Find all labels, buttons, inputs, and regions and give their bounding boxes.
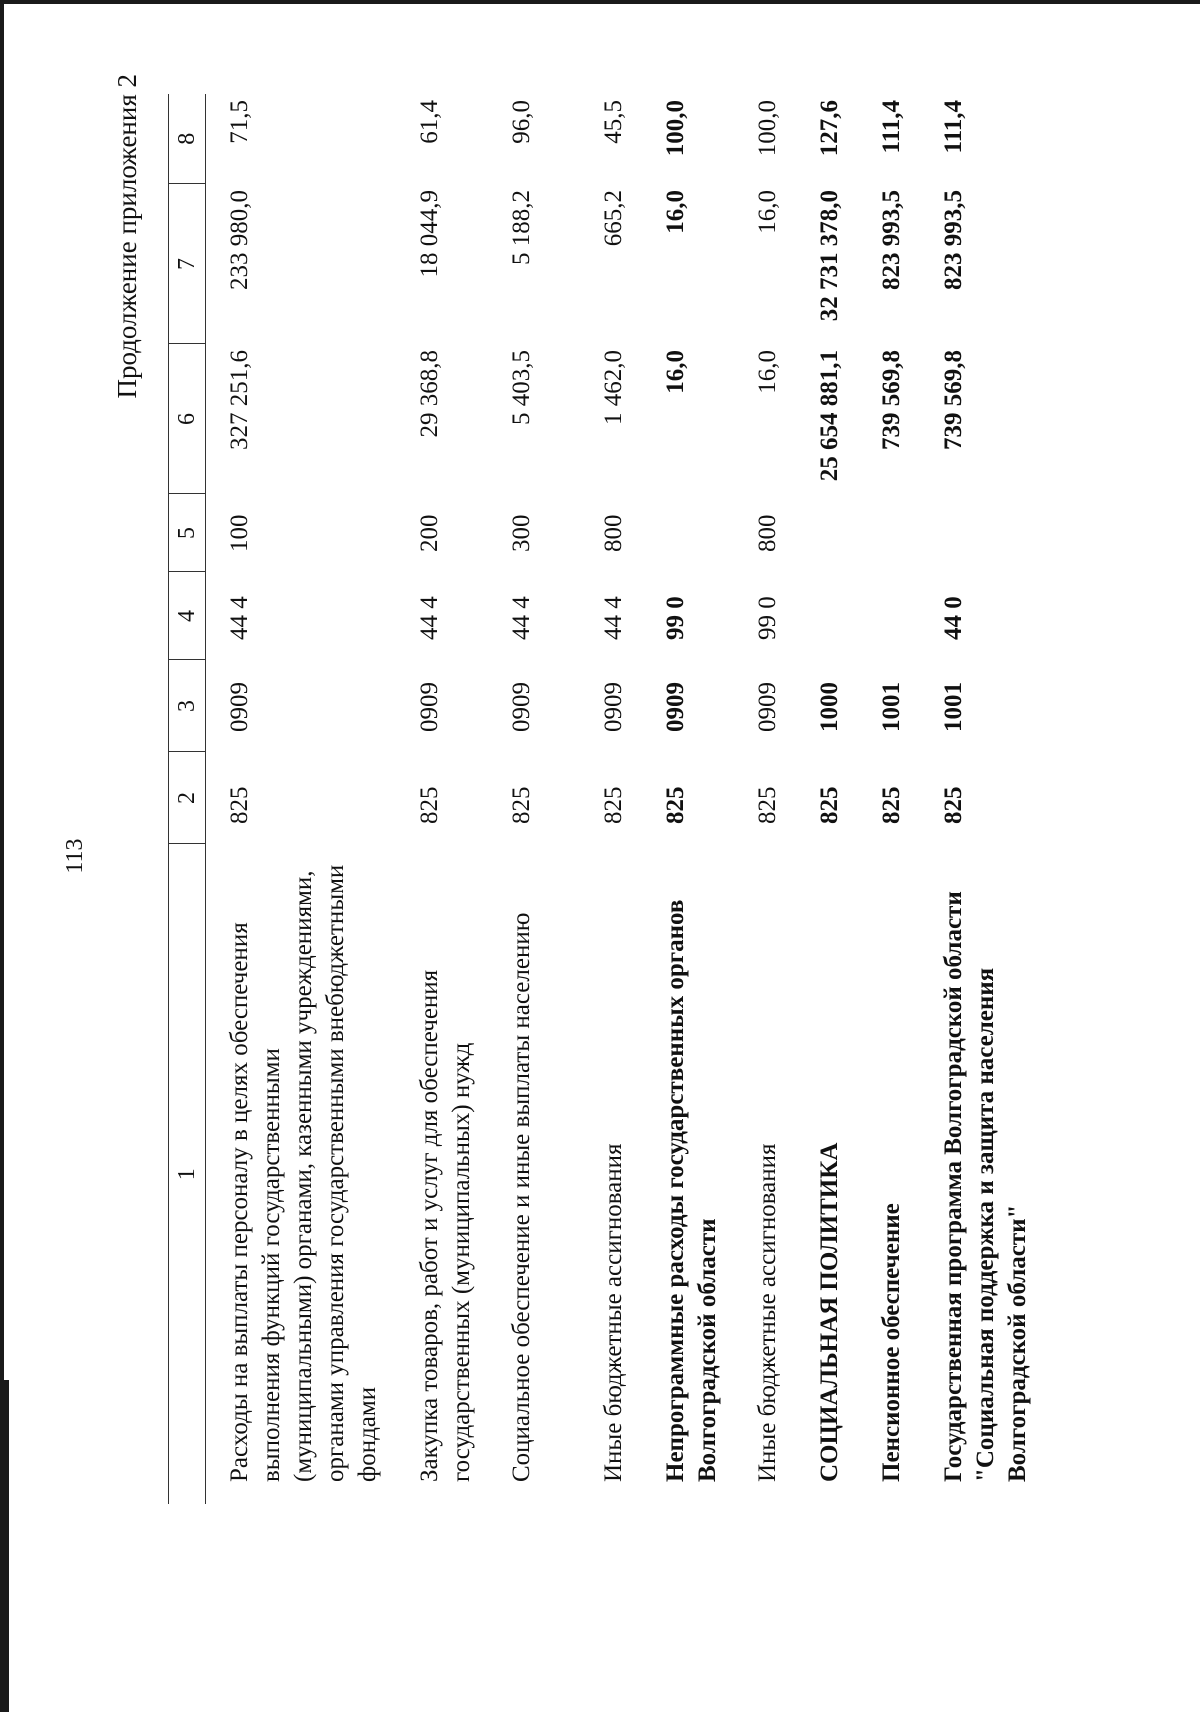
table-body [206,94,1040,1504]
row-section: 0909 [599,682,627,732]
row-expense-type: 100 [226,514,253,552]
column-header: 1 [169,844,206,1504]
row-section: 1000 [815,682,843,732]
column-header: 8 [169,94,206,184]
row-actual-amount: 16,0 [661,190,689,234]
row-chapter: 825 [415,786,443,824]
row-name: Расходы на выплаты персоналу в целях обеспечения выполнения функций государственными (муниципальными) органами, казенными учреждениями, органами управления государственными внебюджетными фондами [226,864,381,1482]
table-header-row [169,94,206,1504]
row-plan-amount: 739 569,8 [877,350,905,450]
row-name: СОЦИАЛЬНАЯ ПОЛИТИКА [815,1142,843,1482]
row-target-article: 44 0 [939,596,967,640]
table-row [488,94,580,1504]
row-actual-amount: 18 044,9 [415,190,443,278]
row-chapter: 825 [599,786,627,824]
row-expense-type: 200 [415,514,443,552]
row-plan-amount: 739 569,8 [939,350,967,450]
row-actual-amount: 5 188,2 [507,190,535,265]
row-name: Закупка товаров, работ и услуг для обеспечения государственных (муниципальных) нужд [415,969,475,1482]
row-chapter: 825 [661,786,689,824]
row-chapter: 825 [939,786,967,824]
row-percent: 100,0 [661,100,689,157]
row-percent: 127,6 [815,100,843,157]
row-section: 1001 [939,682,967,732]
row-percent: 45,5 [599,100,627,144]
table-row [734,94,796,1504]
page-number: 113 [62,838,88,874]
row-chapter: 825 [877,786,905,824]
row-target-article [796,572,858,660]
table-row [858,94,920,1504]
budget-table [168,94,1040,1504]
row-chapter: 825 [815,786,843,824]
appendix-caption: Продолжение приложения 2 [112,74,142,399]
row-plan-amount: 29 368,8 [415,350,443,438]
row-percent: 96,0 [507,100,535,144]
row-expense-type [642,494,734,572]
row-actual-amount: 823 993,5 [939,190,967,290]
row-expense-type [920,494,1040,572]
column-header: 3 [169,660,206,752]
row-target-article: 44 4 [415,596,443,640]
row-percent: 71,5 [226,100,253,144]
table-row [796,94,858,1504]
row-actual-amount: 233 980,0 [226,190,253,290]
column-header: 5 [169,494,206,572]
row-target-article: 99 0 [661,596,689,640]
row-expense-type: 800 [599,514,627,552]
row-section: 0909 [661,682,689,732]
row-name: Государственная программа Волгоградской области "Социальная поддержка и защита населения Волгоградской области" [939,891,1031,1482]
column-header: 4 [169,572,206,660]
row-chapter: 825 [226,786,253,824]
column-header: 7 [169,184,206,344]
row-percent: 111,4 [939,100,967,154]
row-expense-type: 300 [507,514,535,552]
row-actual-amount: 823 993,5 [877,190,905,290]
row-actual-amount: 16,0 [753,190,781,234]
table-row [580,94,642,1504]
row-name: Непрограммные расходы государственных органов Волгоградской области [661,899,721,1482]
row-plan-amount: 25 654 881,1 [815,350,843,482]
row-chapter: 825 [753,786,781,824]
row-target-article: 99 0 [753,596,781,640]
row-chapter: 825 [507,786,535,824]
row-section: 0909 [415,682,443,732]
row-actual-amount: 32 731 378,0 [815,190,843,322]
row-expense-type [858,494,920,572]
row-expense-type [796,494,858,572]
row-name: Пенсионное обеспечение [877,1203,905,1482]
row-percent: 100,0 [753,100,781,157]
row-plan-amount: 16,0 [753,350,781,394]
column-header: 2 [169,752,206,844]
row-actual-amount: 665,2 [599,190,627,247]
column-header: 6 [169,344,206,494]
row-name: Социальное обеспечение и иные выплаты населению [507,912,535,1482]
row-name: Иные бюджетные ассигнования [753,1143,781,1482]
row-expense-type: 800 [753,514,781,552]
row-plan-amount: 16,0 [661,350,689,394]
table-row [206,94,396,1504]
row-percent: 61,4 [415,100,443,144]
table-row [396,94,488,1504]
row-target-article: 44 4 [507,596,535,640]
row-section: 1001 [877,682,905,732]
row-name: Иные бюджетные ассигнования [599,1143,627,1482]
row-plan-amount: 327 251,6 [226,350,253,450]
row-plan-amount: 5 403,5 [507,350,535,425]
row-section: 0909 [753,682,781,732]
row-section: 0909 [226,682,253,732]
row-percent: 111,4 [877,100,905,154]
row-target-article [858,572,920,660]
row-target-article: 44 4 [599,596,627,640]
row-section: 0909 [507,682,535,732]
table-row [642,94,734,1504]
row-plan-amount: 1 462,0 [599,350,627,425]
row-target-article: 44 4 [226,596,253,640]
table-row [920,94,1040,1504]
